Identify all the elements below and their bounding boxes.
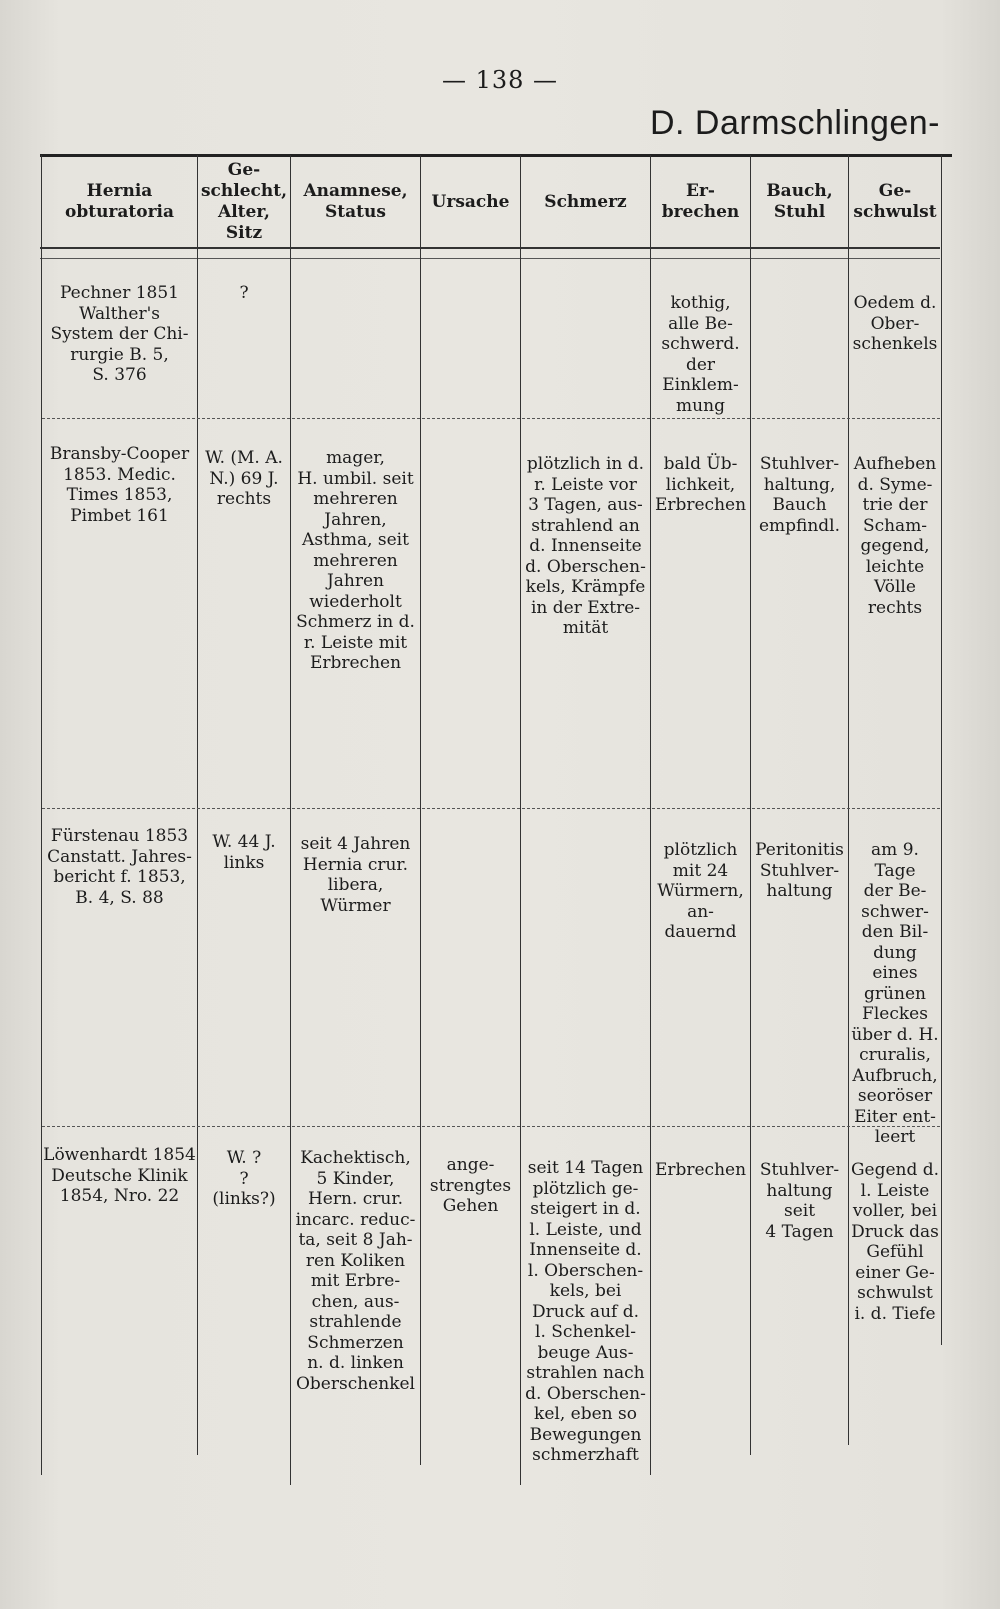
table-cell-anamnese: Kachektisch, 5 Kinder, Hern. crur. incarc. reduc- ta, seit 8 Jah- ren Koliken mit Erbre- chen, aus- strahlende Schmerzen n. d. linken Oberschenkel — [295, 1148, 416, 1394]
section-title: D. Darmschlingen- — [649, 104, 940, 142]
table-cell-geschwulst: am 9. Tage der Be- schwer- den Bil- dung eines grünen Fleckes über d. H. cruralis, Aufbruch, seoröser Eiter ent- leert — [851, 840, 939, 1147]
table-cell-erbrechen: kothig, alle Be- schwerd. der Einklem- mung — [661, 293, 740, 416]
table-cell-bauch-stuhl: Peritonitis Stuhlver- haltung — [755, 840, 844, 901]
table-cell-sex-age-site: W. 44 J. links — [212, 832, 276, 873]
table-cell-schmerz: plötzlich in d. r. Leiste vor 3 Tagen, aus- strahlend an d. Innenseite d. Oberschen- kels, Krämpfe in der Extre- mität — [525, 454, 646, 638]
column-rule — [420, 155, 421, 1465]
row-separator — [42, 1126, 940, 1127]
table-cell-sex-age-site: W. ? ? (links?) — [212, 1148, 276, 1209]
header-erbrechen: Er- brechen — [661, 181, 740, 222]
table-cell-anamnese: seit 4 Jahren Hernia crur. libera, Würmer — [300, 834, 411, 916]
header-ursache: Ursache — [431, 191, 510, 212]
header-case: Hernia obturatoria — [64, 181, 175, 222]
column-rule — [941, 155, 942, 1345]
table-cell-erbrechen: bald Üb- lichkeit, Erbrechen — [654, 454, 747, 515]
header-geschwulst: Ge- schwulst — [853, 181, 937, 222]
header-anamnese: Anamnese, Status — [303, 181, 408, 222]
row-separator — [42, 808, 940, 809]
table-cell-case: Pechner 1851 Walther's System der Chi- rurgie B. 5, S. 376 — [50, 283, 189, 385]
table-cell-bauch-stuhl: Stuhlver- haltung, Bauch empfindl. — [758, 454, 841, 536]
table-cell-geschwulst: Oedem d. Ober- schenkels — [852, 293, 938, 354]
table-cell-sex-age-site: W. (M. A. N.) 69 J. rechts — [205, 448, 283, 509]
table-cell-geschwulst: Gegend d. l. Leiste voller, bei Druck das Gefühl einer Ge- schwulst i. d. Tiefe — [850, 1160, 940, 1324]
table-cell-ursache: ange- strengtes Gehen — [429, 1155, 512, 1216]
table-cell-schmerz: seit 14 Tagen plötzlich ge- steigert in d. l. Leiste, und Innenseite d. l. Oberschen- kels, bei Druck auf d. l. Schenkel- beuge Aus- strahlen nach d. Oberschen- kel, eben so Bewegungen schmerzhaft — [525, 1158, 646, 1465]
header-bottom-rule — [40, 247, 940, 249]
table-cell-sex-age-site: ? — [239, 283, 249, 303]
header-schmerz: Schmerz — [544, 191, 627, 212]
table-cell-anamnese: mager, H. umbil. seit mehreren Jahren, Asthma, seit mehreren Jahren wiederholt Schmerz in d. r. Leiste mit Erbrechen — [296, 448, 415, 673]
page-number: — 138 — — [441, 66, 559, 94]
column-rule — [197, 155, 198, 1455]
column-rule — [750, 155, 751, 1455]
table-cell-erbrechen: Erbrechen — [654, 1160, 747, 1180]
table-cell-erbrechen: plötzlich mit 24 Würmern, an- dauernd — [657, 840, 744, 942]
table-cell-bauch-stuhl: Stuhlver- haltung seit 4 Tagen — [759, 1160, 840, 1242]
header-sex-age-site: Ge- schlecht, Alter, Sitz — [200, 160, 288, 243]
table-cell-case: Löwenhardt 1854 Deutsche Klinik 1854, Nro. 22 — [43, 1145, 196, 1206]
table-cell-case: Fürstenau 1853 Canstatt. Jahres- bericht f. 1853, B. 4, S. 88 — [47, 826, 192, 908]
row-separator — [42, 418, 940, 419]
table-cell-geschwulst: Aufheben d. Syme- trie der Scham- gegend, leichte Völle rechts — [853, 454, 937, 618]
table-cell-case: Bransby-Cooper 1853. Medic. Times 1853, Pimbet 161 — [49, 444, 190, 526]
table-top-rule — [40, 154, 952, 157]
header-bauch-stuhl: Bauch, Stuhl — [766, 181, 833, 222]
header-bottom-rule-thin — [40, 258, 940, 259]
